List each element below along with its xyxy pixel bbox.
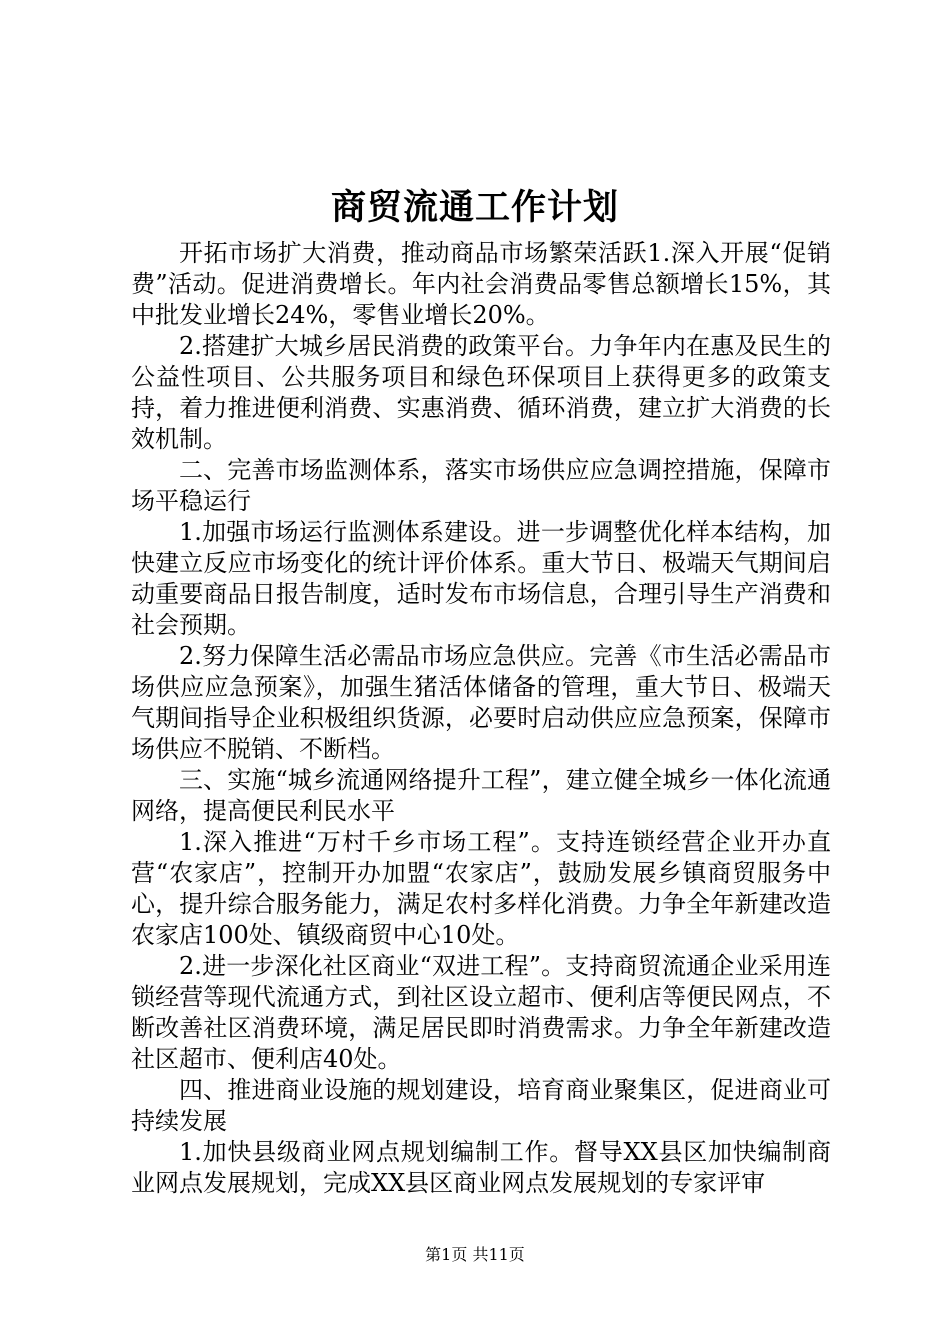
paragraph: 1.加快县级商业网点规划编制工作。督导XX县区加快编制商业网点发展规划，完成XX县区商业网点发展规划的专家评审 [131,1138,831,1197]
paragraph: 开拓市场扩大消费，推动商品市场繁荣活跃1.深入开展“促销费”活动。促进消费增长。年内社会消费品零售总额增长15%，其中批发业增长24%，零售业增长20%。 [131,239,831,329]
paragraph: 2.搭建扩大城乡居民消费的政策平台。力争年内在惠及民生的公益性项目、公共服务项目和绿色环保项目上获得更多的政策支持，着力推进便利消费、实惠消费、循环消费，建立扩大消费的长效机制。 [131,332,831,453]
page-footer: 第1页 共11页 [425,1245,525,1264]
section-heading: 四、推进商业设施的规划建设，培育商业聚集区，促进商业可持续发展 [131,1076,831,1135]
paragraph: 2.进一步深化社区商业“双进工程”。支持商贸流通企业采用连锁经营等现代流通方式，到社区设立超市、便利店等便民网点，不断改善社区消费环境，满足居民即时消费需求。力争全年新建改造社区超市、便利店40处。 [131,952,831,1073]
document-title: 商贸流通工作计划 [330,187,619,228]
paragraph: 1.加强市场运行监测体系建设。进一步调整优化样本结构，加快建立反应市场变化的统计评价体系。重大节日、极端天气期间启动重要商品日报告制度，适时发布市场信息，合理引导生产消费和社会预期。 [131,518,831,639]
section-heading: 二、完善市场监测体系，落实市场供应应急调控措施，保障市场平稳运行 [131,456,831,515]
document-body [131,238,831,1199]
paragraph: 1.深入推进“万村千乡市场工程”。支持连锁经营企业开办直营“农家店”，控制开办加盟“农家店”，鼓励发展乡镇商贸服务中心，提升综合服务能力，满足农村多样化消费。力争全年新建改造农家店100处、镇级商贸中心10处。 [131,828,831,949]
section-heading: 三、实施“城乡流通网络提升工程”，建立健全城乡一体化流通网络，提高便民利民水平 [131,766,831,825]
paragraph: 2.努力保障生活必需品市场应急供应。完善《市生活必需品市场供应应急预案》，加强生猪活体储备的管理，重大节日、极端天气期间指导企业积极组织货源，必要时启动供应应急预案，保障市场供应不脱销、不断档。 [131,642,831,763]
